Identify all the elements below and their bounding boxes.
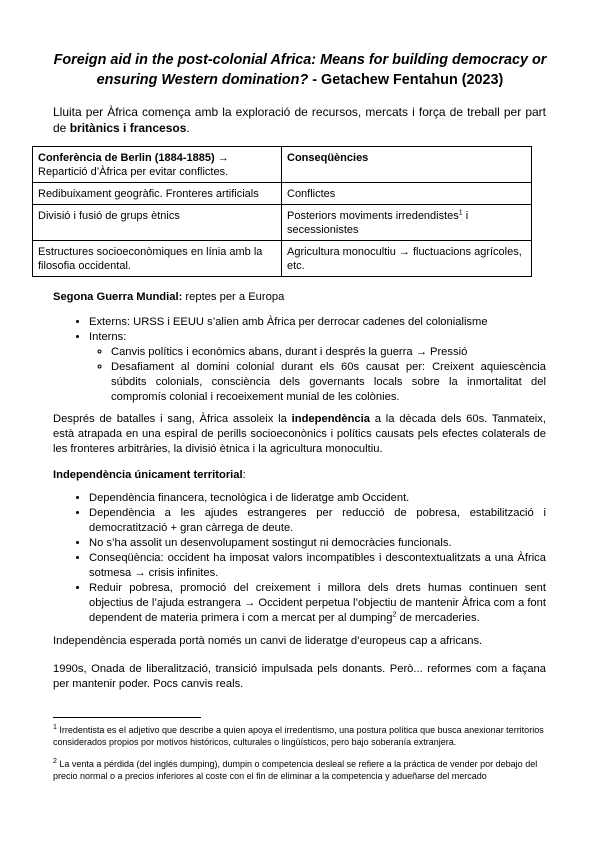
list-item: ◦ Canvis polítics i econòmics abans, durant i després la guerra → Pressió [111,345,546,360]
independence-paragraph [53,412,546,457]
title-italic: Foreign aid in the post-colonial Africa: Means for building democracy or ensuring Western domination? [53,52,547,88]
list-item: • Dependència financera, tecnològica i de lideratge amb Occident. [89,491,546,506]
interns-sublist [89,345,546,405]
interns-label: Interns: [89,331,127,343]
intro-bold: britànics i francesos [69,121,187,135]
intro-text: Lluita per Àfrica comença amb la exploració de recursos, mercats i força de treball per part de [53,105,546,135]
table-cell: Divisió i fusió de grups ètnics [33,205,282,241]
footnote-text: La venta a pérdida (del inglés dumping), dumpin o competencia desleal se refiere a la práctica de vender por debajo del precio normal o a precios inferiores al coste con el fin de eliminar a la competencia y adueñarse del mercado [53,759,538,781]
after-post: a la dècada dels 60s. Tanmateix, està atrapada en una espiral de perills socioeconònics i polítics causats pels efectes colaterals de les fronteres arbitràries, la divisió ètnica i la agricultura monocultiu. [53,413,546,455]
ww2-section [53,290,546,405]
header-left-title: Conferència de Berlin (1884-1885) → [38,152,229,164]
table-cell: Redibuixament geogràfic. Fronteres artificials [33,183,282,205]
table-cell [282,205,532,241]
ww2-heading [53,290,546,305]
footnote-separator [53,717,201,718]
ww2-heading-rest: reptes per a Europa [182,291,285,303]
table-row [33,183,532,205]
territorial-list [53,491,546,626]
list-item [89,330,546,405]
list-item: • Conseqüència: occident ha imposat valors incompatibles i descontextualitzats a una Àfrica sotmesa → crisis infinites. [89,551,546,581]
after-bold: independència [291,413,370,425]
leadership-paragraph: Independència esperada portà només un canvi de lideratge d’europeus cap a africans. [53,635,483,647]
document-title [40,50,560,90]
list-item: • No s’ha assolit un desenvolupament sostingut ni democràcies funcionals. [89,536,546,551]
footnote-1 [53,724,546,748]
territorial-section [53,468,546,626]
territorial-heading [53,468,546,483]
list-item [89,581,546,626]
title-author: - Getachew Fentahun (2023) [308,72,504,88]
after-pre: Després de batalles i sang, Àfrica assoleix la [53,413,292,425]
ww2-heading-bold: Segona Guerra Mundial: [53,291,183,303]
cell-text-end: i secessionistes [287,210,469,236]
footnote-2 [53,758,546,782]
header-left-sub: Repartició d’Àfrica per evitar conflictes. [38,166,229,178]
item-text-end: de mercaderies. [396,612,480,624]
item-text: Reduir pobresa, promoció del creixement i millora dels drets humas continuen sent objectius de l’ajuda estrangera → Occident perpetua l’objectiu de mantenir Àfrica com a font dependent de materia primera i com a mercat per al dumping [89,582,546,624]
territorial-heading-bold: Independència únicament territorial [53,469,243,481]
intro-paragraph [53,104,546,136]
footnote-ref: 1 [458,209,463,217]
list-item: • Externs: URSS i EEUU s’alien amb Àfrica per derrocar cadenes del colonialisme [89,315,546,330]
footnote-number: 1 [53,724,57,731]
table-cell: Conflictes [282,183,532,205]
table-row [33,241,532,277]
table-header-left [33,147,282,183]
table-cell: Agricultura monocultiu → fluctuacions agrícoles, etc. [282,241,532,277]
intro-end: . [186,121,190,135]
footnote-text: Irredentista es el adjetivo que describe a quien apoya el irredentismo, una postura política que busca anexionar territorios considerados propios por motivos históricos, culturales o lingüísticos, pero bajo soberanía extranjera. [53,725,544,747]
berlin-table [32,146,532,277]
list-item: ◦ Desafiament al domini colonial durant els 60s causat per: Creixent aquiescència súbdits colonials, consciència dels governants locals sobre la inmortalitat del compromís colonial i recoeixement munial de les colònies. [111,360,546,405]
table-cell: Estructures socioeconòmiques en línia amb la filosofia occidental. [33,241,282,277]
table-header-right: Conseqüències [282,147,532,183]
footnote-ref: 2 [392,611,397,619]
cell-text: Posteriors moviments irredendistes [287,210,459,222]
footnote-number: 2 [53,758,57,765]
ww2-list [53,315,546,405]
liberalization-paragraph: 1990s, Onada de liberalització, transició impulsada pels donants. Però... reformes com a façana per mantenir poder. Pocs canvis reals. [53,663,546,690]
table-row [33,205,532,241]
territorial-heading-end: : [242,469,246,481]
list-item: • Dependència a les ajudes estrangeres per reducció de pobresa, estabilització i democratització + gran càrrega de deute. [89,506,546,536]
table-header-row [33,147,532,183]
